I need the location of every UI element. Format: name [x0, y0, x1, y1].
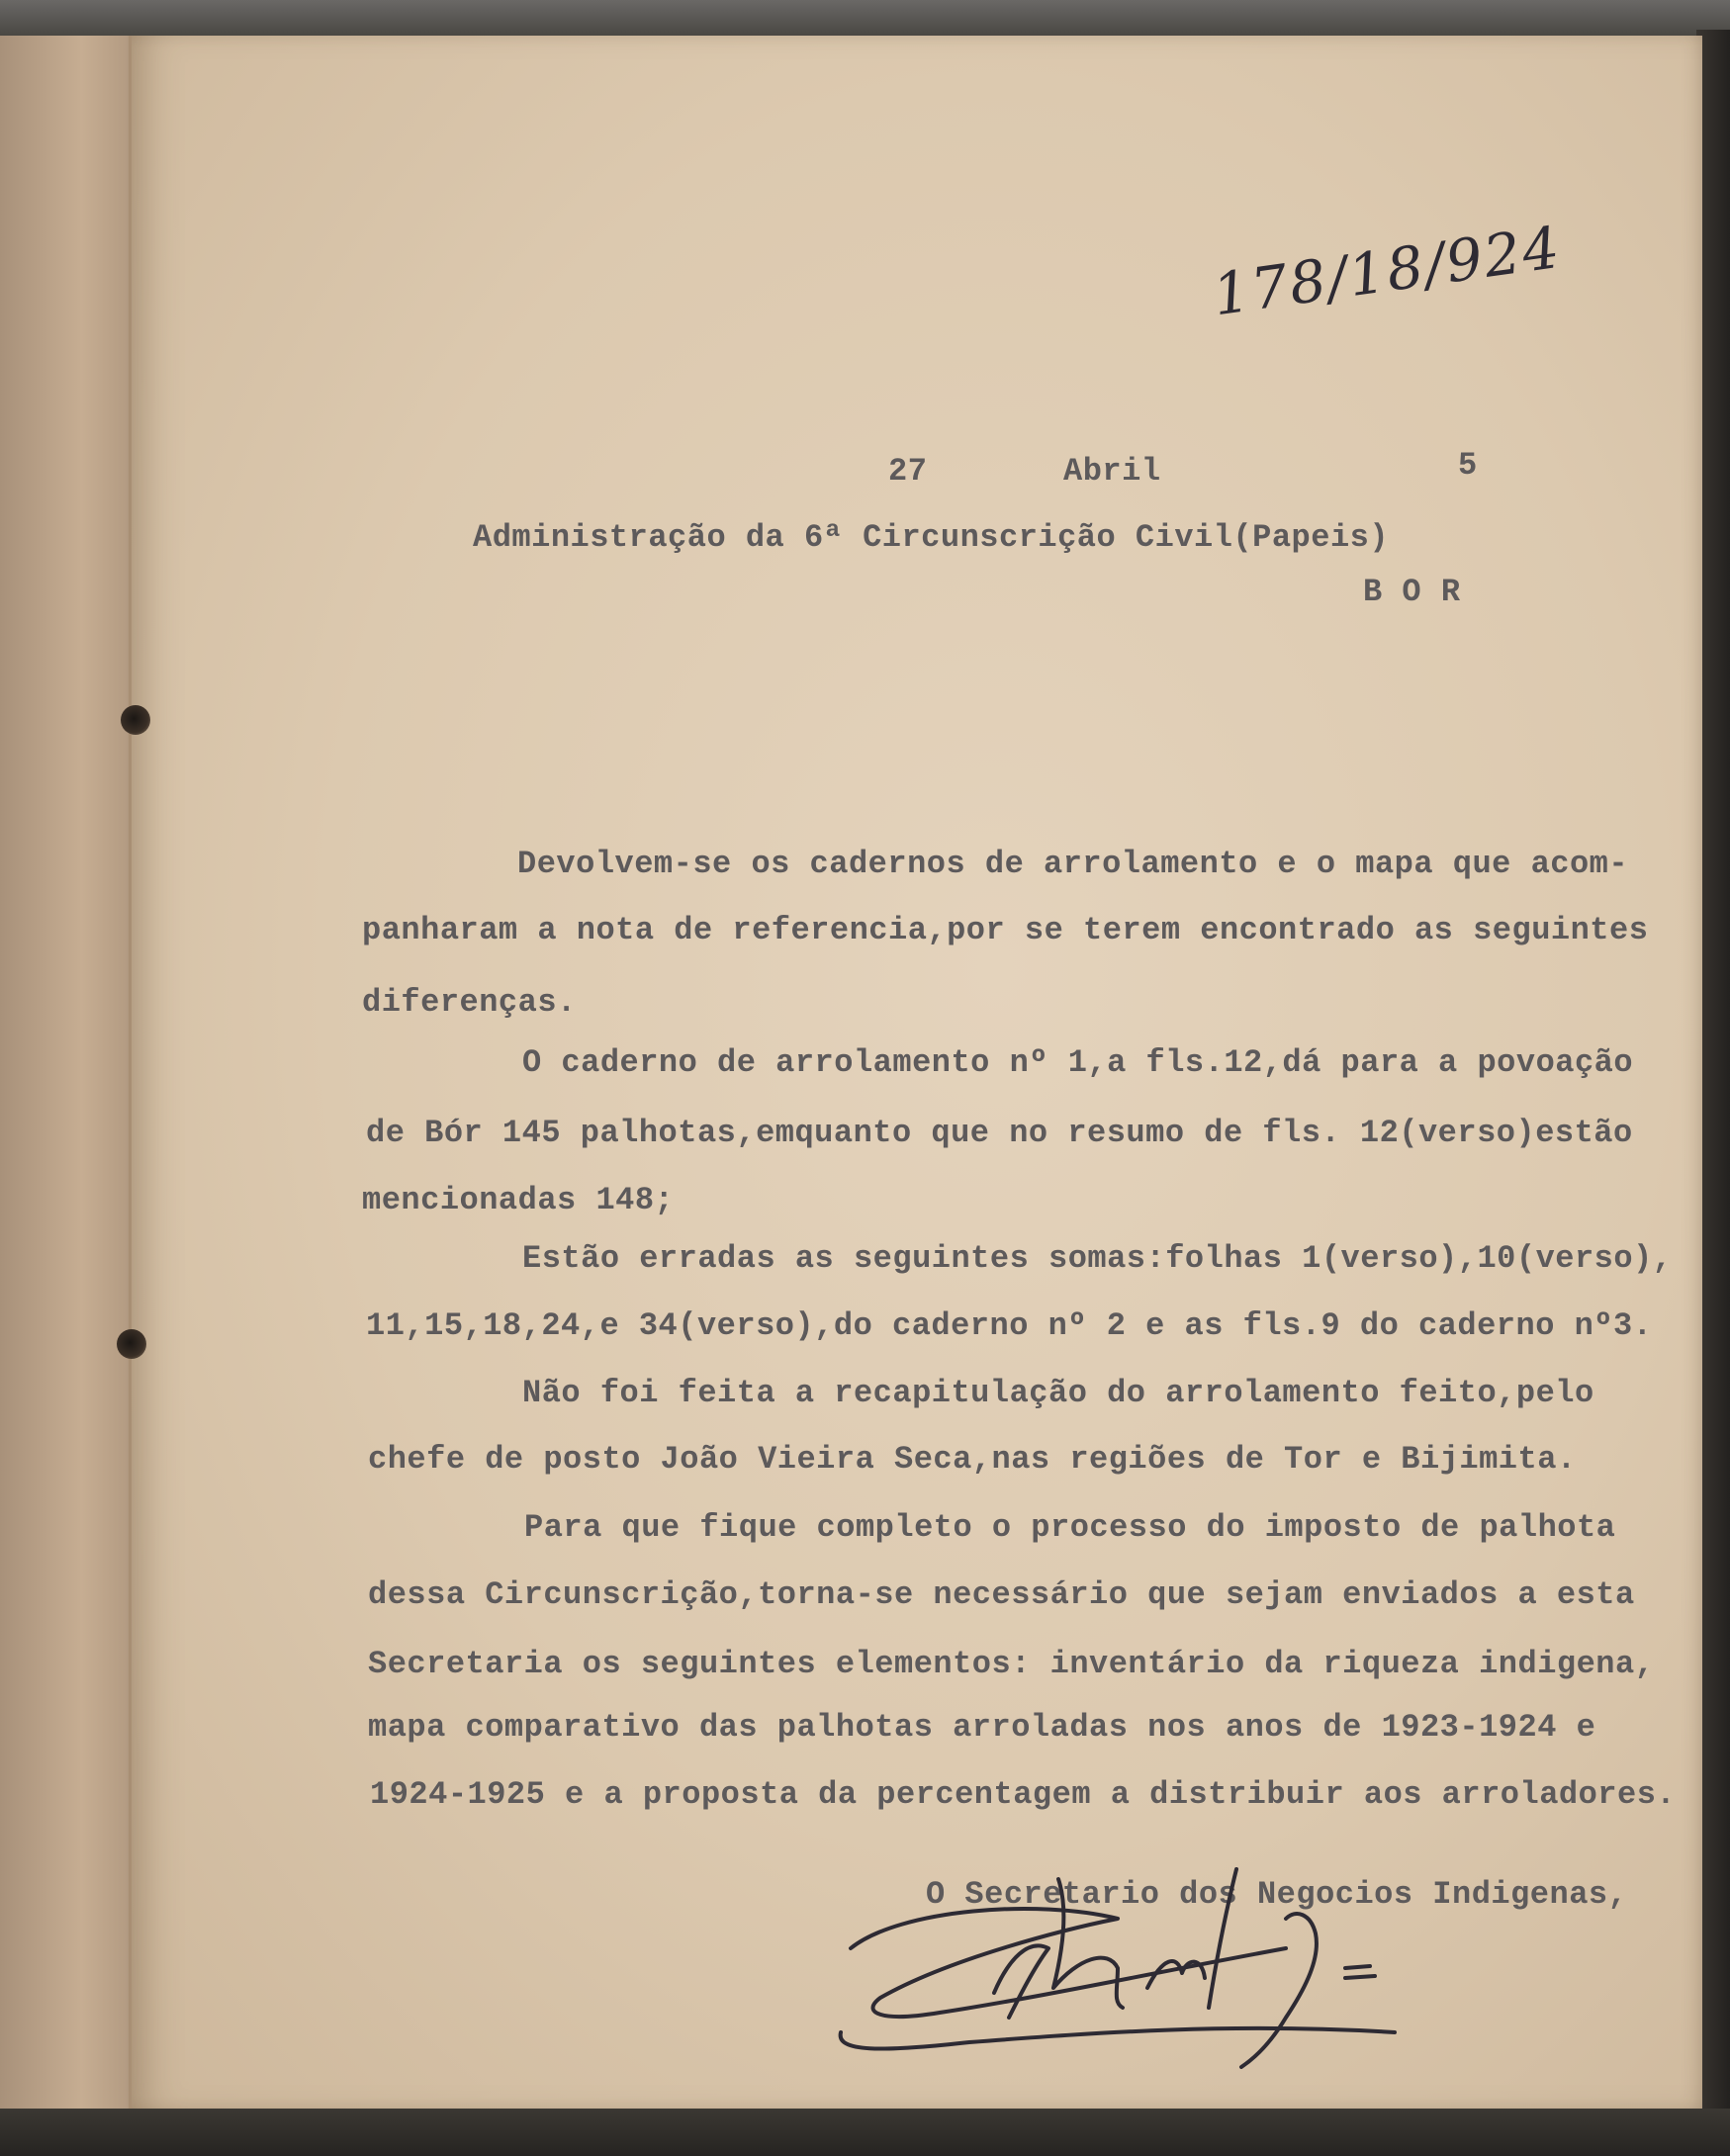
recipient-line: Administração da 6ª Circunscrição Civil(Papeis) [473, 519, 1390, 556]
body-line: O caderno de arrolamento nº 1,a fls.12,dá para a povoação [522, 1044, 1634, 1081]
body-line: Devolvem-se os cadernos de arrolamento e o mapa que acom- [517, 846, 1629, 882]
body-line: 11,15,18,24,e 34(verso),do caderno nº 2 e as fls.9 do caderno nº3. [366, 1307, 1653, 1344]
scanner-background-top [0, 0, 1730, 40]
handwritten-reference-number: 178/18/924 [1208, 213, 1566, 329]
body-line: diferenças. [362, 984, 577, 1021]
recipient-place: B O R [1363, 574, 1461, 610]
handwritten-signature [821, 1840, 1454, 2077]
closing-title: O Secretario dos Negocios Indigenas, [926, 1876, 1628, 1913]
scanner-background-bottom [0, 2109, 1730, 2156]
body-line: mencionadas 148; [362, 1182, 675, 1218]
punch-hole-upper [121, 705, 150, 735]
body-line: Não foi feita a recapitulação do arrolamento feito,pelo [522, 1375, 1594, 1411]
body-line: Para que fique completo o processo do imposto de palhota [524, 1509, 1616, 1546]
body-line: mapa comparativo das palhotas arroladas nos anos de 1923-1924 e [368, 1709, 1596, 1746]
body-line: dessa Circunscrição,torna-se necessário que sejam enviados a esta [368, 1576, 1635, 1613]
body-line: chefe de posto João Vieira Seca,nas regiões de Tor e Bijimita. [368, 1441, 1577, 1478]
date-day: 27 [888, 453, 928, 490]
body-line: 1924-1925 e a proposta da percentagem a distribuir aos arroladores. [370, 1776, 1677, 1813]
body-line: Secretaria os seguintes elementos: inventário da riqueza indigena, [368, 1646, 1655, 1682]
document-number: 5 [1458, 447, 1478, 484]
body-line: Estão erradas as seguintes somas:folhas 1(verso),10(verso), [522, 1240, 1673, 1277]
body-line: panharam a nota de referencia,por se terem encontrado as seguintes [362, 912, 1649, 948]
date-month: Abril [1063, 453, 1161, 490]
punch-hole-lower [117, 1329, 146, 1359]
body-line: de Bór 145 palhotas,emquanto que no resumo de fls. 12(verso)estão [366, 1115, 1633, 1151]
